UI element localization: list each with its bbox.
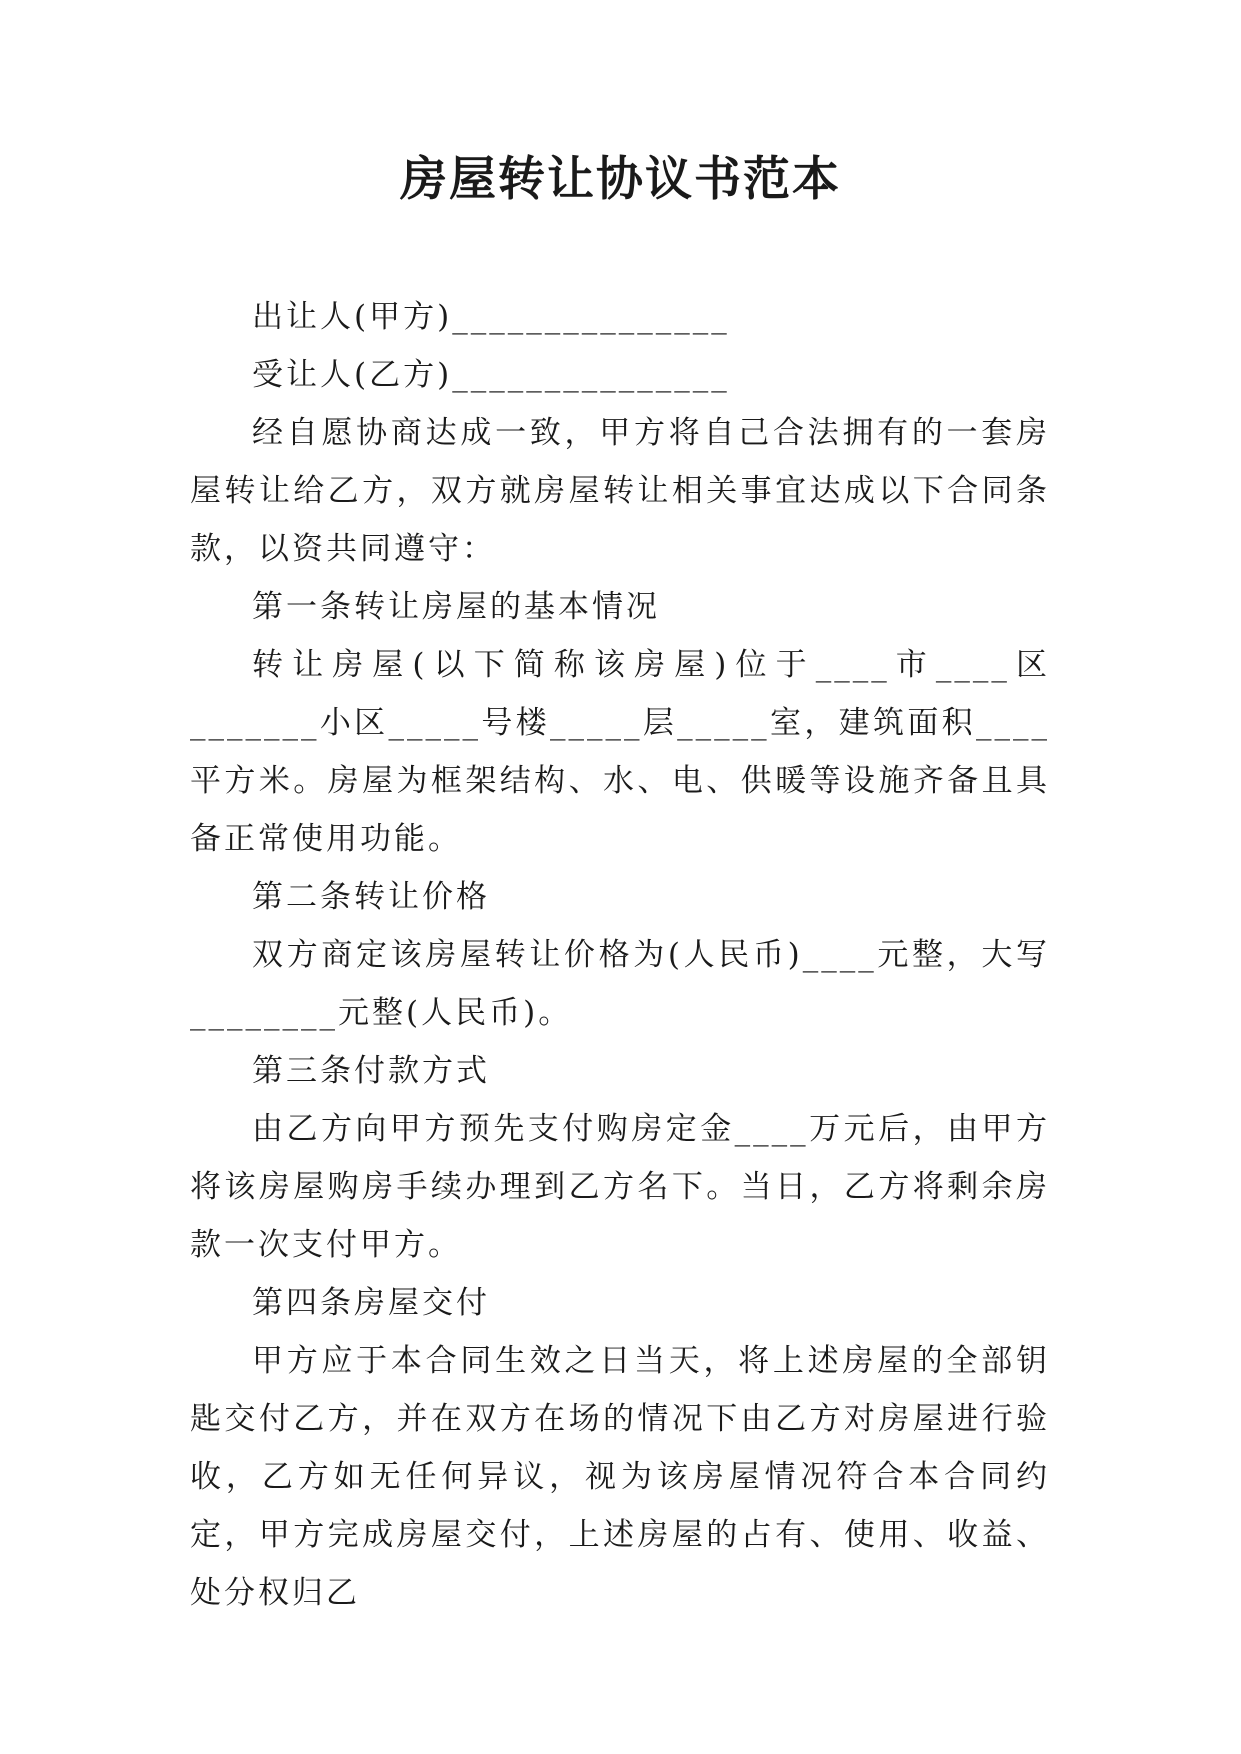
article-2-paragraph: 双方商定该房屋转让价格为(人民币)____元整，大写________元整(人民币)。 (190, 937, 1050, 1031)
article-3-heading: 第三条付款方式 (252, 1053, 490, 1089)
document-title: 房屋转让协议书范本 (400, 152, 841, 207)
seller-line: 出让人(甲方)_______________ (252, 299, 730, 335)
preamble-paragraph: 经自愿协商达成一致，甲方将自己合法拥有的一套房屋转让给乙方，双方就房屋转让相关事宜达成以下合同条款，以资共同遵守： (190, 415, 1050, 567)
article-4-paragraph: 甲方应于本合同生效之日当天，将上述房屋的全部钥匙交付乙方，并在双方在场的情况下由乙方对房屋进行验收，乙方如无任何异议，视为该房屋情况符合本合同约定，甲方完成房屋交付，上述房屋的占有、使用、收益、处分权归乙 (190, 1343, 1050, 1611)
article-1-heading: 第一条转让房屋的基本情况 (252, 589, 660, 625)
buyer-line: 受让人(乙方)_______________ (252, 357, 730, 393)
article-1-paragraph: 转让房屋(以下简称该房屋)位于____市____区_______小区_____号楼_____层_____室，建筑面积____平方米。房屋为框架结构、水、电、供暖等设施齐备且具备正常使用功能。 (190, 647, 1050, 857)
article-2-heading: 第二条转让价格 (252, 879, 490, 915)
article-3-paragraph: 由乙方向甲方预先支付购房定金____万元后，由甲方将该房屋购房手续办理到乙方名下。当日，乙方将剩余房款一次支付甲方。 (190, 1111, 1050, 1263)
document-body (190, 288, 1050, 1622)
article-4-heading: 第四条房屋交付 (252, 1285, 490, 1321)
